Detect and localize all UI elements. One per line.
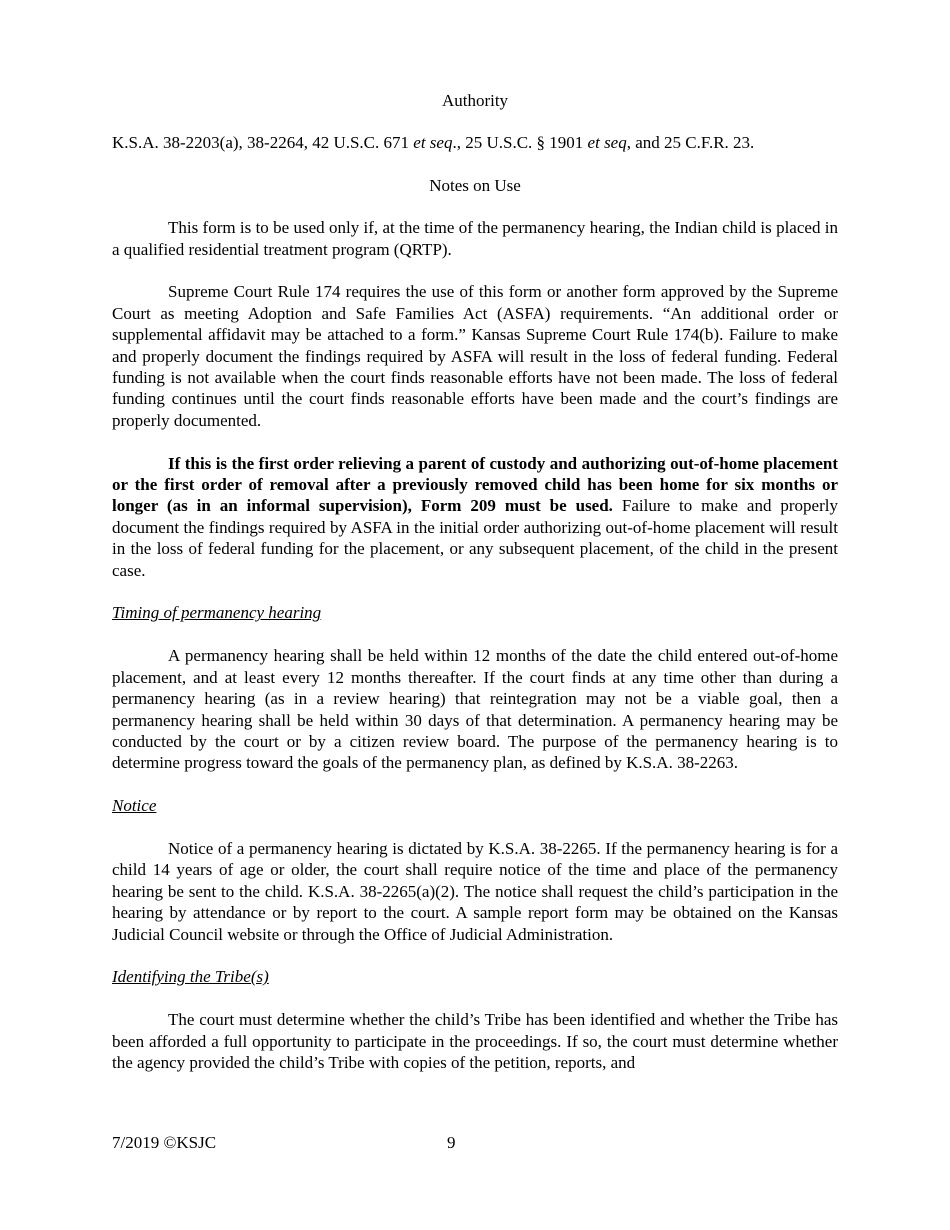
authority-heading: Authority (441, 91, 509, 110)
notice-paragraph: Notice of a permanency hearing is dictated by K.S.A. 38-2265. If the permanency hearing is for a child 14 years of age or older, the court shall require notice of the time and place of the permanency hearing be sent to the child. K.S.A. 38-2265(a)(2). The notice shall request the child’s participation in the hearing by attendance or by report to the court. A sample report form may be obtained on the Kansas Judicial Council website or through the Office of Judicial Administration. (112, 838, 838, 944)
citation-text: K.S.A. 38-2203(a), 38-2264, 42 U.S.C. 671 (112, 133, 414, 153)
citation-et-seq: et seq (587, 133, 627, 153)
authority-citation (112, 132, 838, 153)
section-title-timing: Timing of permanency hearing (112, 603, 322, 623)
footer-date-copyright: 7/2019 ©KSJC (112, 1133, 217, 1152)
form-209-warning: If this is the first order relieving a parent of custody and authorizing out-of-home placement or the first order of removal after a previously removed child has been home for six months or longer (as in an informal supervision), Form 209 must be used. (112, 453, 838, 516)
timing-paragraph: A permanency hearing shall be held within 12 months of the date the child entered out-of-home placement, and at least every 12 months thereafter. If the court finds at any time other than during a permanency hearing (as in a review hearing) that reintegration may not be a viable goal, then a permanency hearing shall be held within 30 days of that determination. A permanency hearing may be conducted by the court or by a citizen review board. The purpose of the permanency hearing is to determine progress toward the goals of the permanency plan, as defined by K.S.A. 38-2263. (112, 646, 838, 773)
page-number: 9 (447, 1133, 456, 1152)
citation-text: , and 25 C.F.R. 23. (626, 133, 755, 153)
section-title-notice: Notice (112, 796, 157, 816)
tribe-paragraph: The court must determine whether the child’s Tribe has been identified and whether the Tribe has been afforded a full opportunity to participate in the proceedings. If so, the court must determine whether the agency provided the child’s Tribe with copies of the petition, reports, and (112, 1010, 838, 1072)
page-content (112, 90, 838, 1095)
citation-et-seq: et seq (413, 133, 453, 153)
section-title-tribe: Identifying the Tribe(s) (112, 967, 269, 987)
notes-heading: Notes on Use (429, 175, 521, 195)
citation-text: ., 25 U.S.C. § 1901 (452, 133, 588, 153)
notes-paragraph-asfa: Supreme Court Rule 174 requires the use of this form or another form approved by the Supreme Court as meeting Adoption and Safe Families Act (ASFA) requirements. “An additional order or supplemental affidavit may be attached to a form.” Kansas Supreme Court Rule 174(b). Failure to make and properly document the findings required by ASFA will result in the loss of federal funding. Federal funding is not available when the court finds reasonable efforts have not been made. The loss of federal funding continues until the court finds reasonable efforts have been made and the court’s findings are properly documented. (112, 282, 838, 430)
notes-paragraph-form-209 (112, 453, 838, 581)
form-209-detail: Failure to make and properly document the findings required by ASFA in the initial order authorizing out-of-home placement will result in the loss of federal funding for the placement, or any subsequent placement, of the child in the present case. (112, 496, 838, 580)
notes-paragraph-qrtp: This form is to be used only if, at the time of the permanency hearing, the Indian child is placed in a qualified residential treatment program (QRTP). (112, 218, 838, 259)
